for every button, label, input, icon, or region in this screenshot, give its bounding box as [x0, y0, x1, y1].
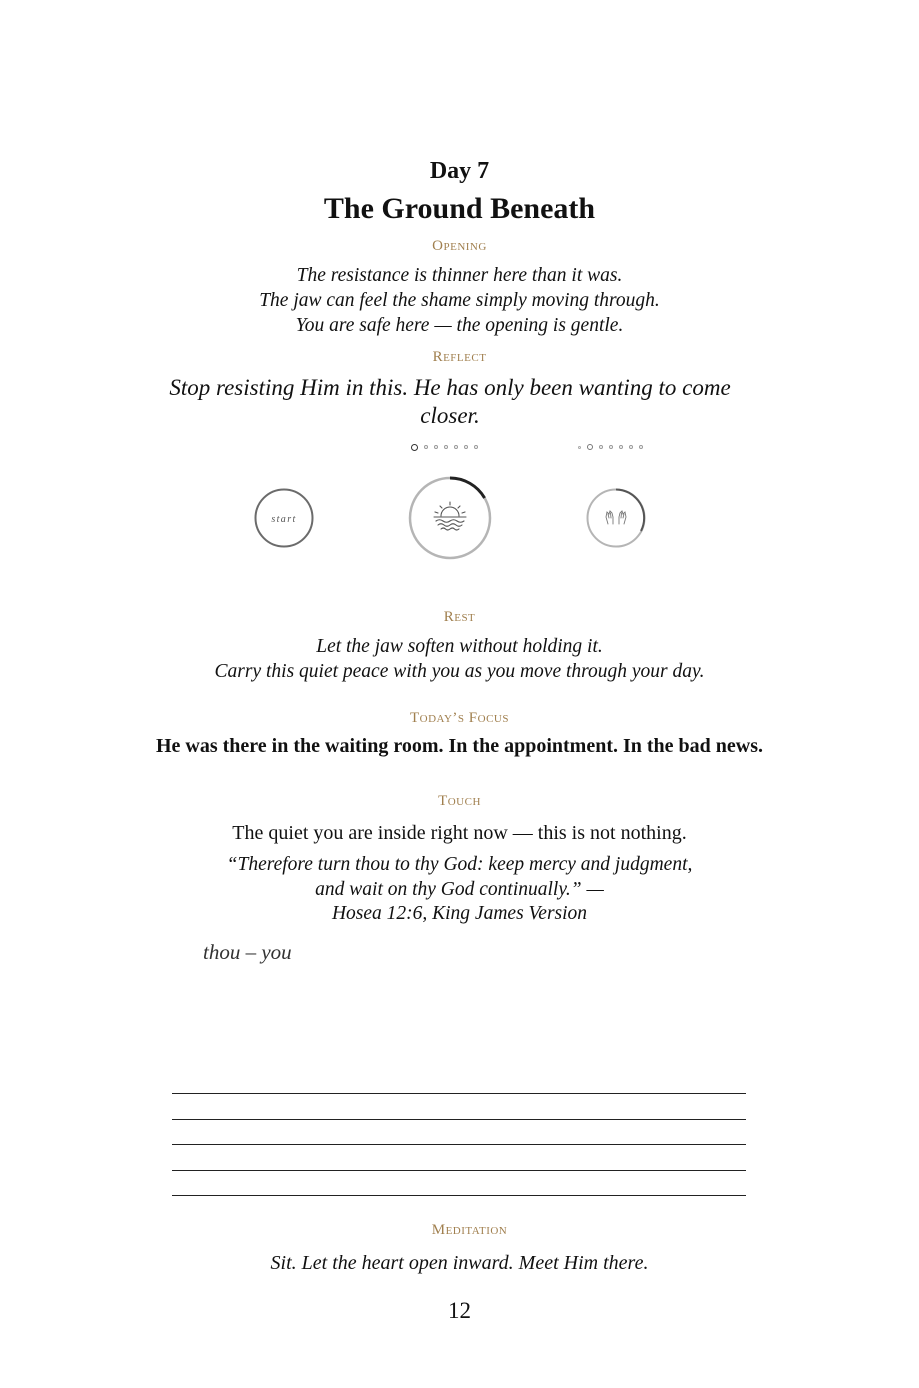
focus-text: He was there in the waiting room. In the appointment. In the bad news. — [155, 735, 764, 757]
opening-text — [0, 263, 919, 338]
meditation-heading: Meditation — [431, 1222, 508, 1238]
pager-dot[interactable] — [629, 445, 633, 449]
journal-line[interactable] — [172, 1144, 746, 1145]
word-gloss: thou – you — [203, 940, 292, 964]
sunrise-over-water-icon — [434, 502, 466, 530]
pager-dot[interactable] — [578, 446, 581, 449]
pager-dot[interactable] — [639, 445, 643, 449]
day-label: Day 7 — [429, 158, 490, 184]
rest-line: Carry this quiet peace with you as you move through your day. — [214, 661, 705, 682]
verse-line: and wait on thy God continually.” — — [315, 878, 604, 900]
start-label: start — [271, 514, 297, 525]
pager-dots-right — [578, 441, 643, 453]
page-title: The Ground Beneath — [323, 192, 596, 225]
pager-dot[interactable] — [464, 445, 468, 449]
journal-line[interactable] — [172, 1195, 746, 1196]
pager-dot[interactable] — [444, 445, 448, 449]
pager-dot[interactable] — [619, 445, 623, 449]
focus-heading: Today’s Focus — [410, 710, 509, 726]
pager-dot[interactable] — [609, 445, 613, 449]
page-number: 12 — [448, 1298, 471, 1323]
rest-heading: Rest — [443, 609, 476, 625]
pager-dots-center — [411, 441, 478, 453]
open-hands-icon — [606, 511, 626, 524]
reflect-text: Stop resisting Him in this. He has only been wanting to come closer. — [169, 375, 731, 428]
opening-heading: Opening — [432, 238, 487, 254]
rest-line: Let the jaw soften without holding it. — [316, 636, 603, 657]
touch-heading: Touch — [438, 793, 481, 809]
opening-line: The resistance is thinner here than it was. — [296, 265, 623, 286]
scripture-verse — [0, 853, 919, 927]
pager-dot[interactable] — [424, 445, 428, 449]
play-session-button[interactable] — [410, 478, 490, 558]
pager-dot-active[interactable] — [411, 444, 418, 451]
reflect-heading: Reflect — [432, 349, 487, 365]
opening-line: You are safe here — the opening is gentle. — [295, 315, 624, 336]
verse-line: “Therefore turn thou to thy God: keep mercy and judgment, — [226, 854, 693, 875]
opening-line: The jaw can feel the shame simply moving through. — [259, 290, 660, 311]
journal-line[interactable] — [172, 1170, 746, 1171]
journal-line[interactable] — [172, 1119, 746, 1120]
pager-dot-active[interactable] — [587, 444, 593, 450]
touch-text: The quiet you are inside right now — this is not nothing. — [232, 822, 687, 844]
prayer-button[interactable] — [588, 490, 645, 547]
pager-dot[interactable] — [454, 445, 458, 449]
start-button[interactable] — [256, 490, 313, 547]
pager-dot[interactable] — [599, 445, 603, 449]
session-controls — [0, 465, 919, 575]
rest-text — [0, 634, 919, 684]
journal-line[interactable] — [172, 1093, 746, 1094]
meditation-text: Sit. Let the heart open inward. Meet Him there. — [270, 1252, 649, 1274]
pager-dot[interactable] — [434, 445, 438, 449]
verse-reference: Hosea 12:6, King James Version — [331, 903, 588, 924]
pager-dot[interactable] — [474, 445, 478, 449]
